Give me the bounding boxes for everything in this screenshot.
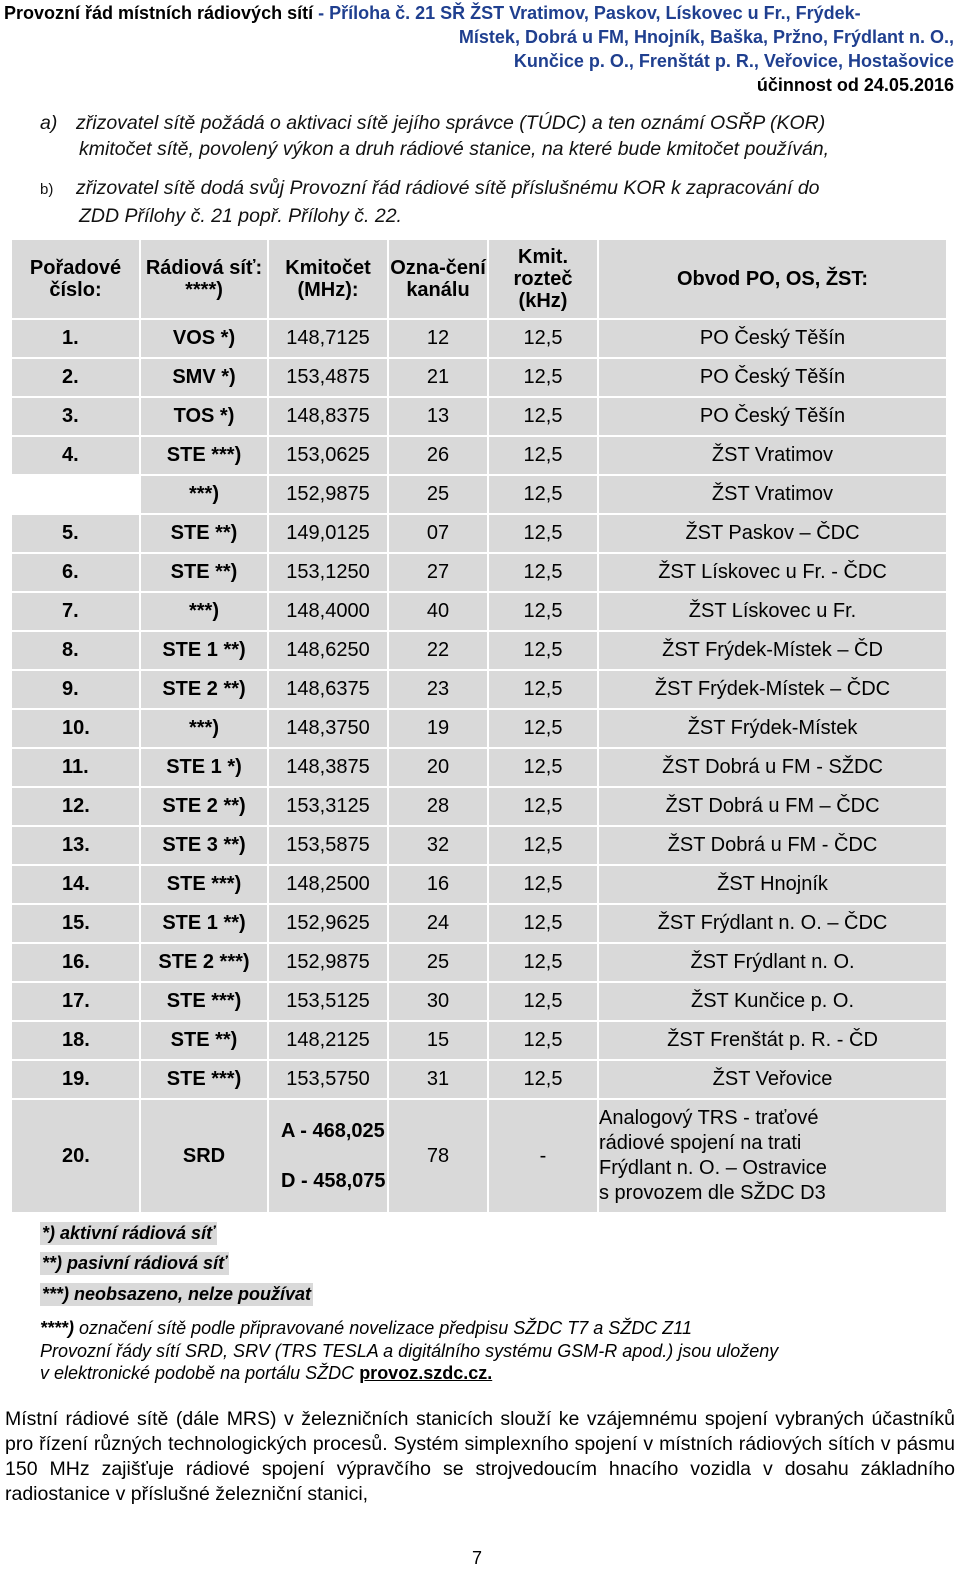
row-circuit: ŽST Lískovec u Fr. (598, 592, 946, 631)
row-number: 11. (12, 748, 140, 787)
header-order: Pořadové číslo: (12, 240, 140, 319)
table-body (12, 319, 946, 1213)
circuit-line-3: Frýdlant n. O. – Ostravice (599, 1157, 827, 1179)
row-circuit: ŽST Frýdek-Místek (598, 709, 946, 748)
row-number: 14. (12, 865, 140, 904)
row-frequency: 148,7125 (268, 319, 388, 358)
row-spacing: 12,5 (488, 358, 598, 397)
table-row (12, 670, 946, 709)
row-frequency: 148,6250 (268, 631, 388, 670)
row-spacing: 12,5 (488, 826, 598, 865)
paragraph-a-marker: a) (40, 112, 58, 134)
row-channel: 26 (388, 436, 488, 475)
row-channel: 07 (388, 514, 488, 553)
row-circuit: PO Český Těšín (598, 397, 946, 436)
header-circuit: Obvod PO, OS, ŽST: (598, 240, 946, 319)
row-channel: 23 (388, 670, 488, 709)
row-network: STE ***) (140, 1060, 268, 1099)
row-frequency: 153,0625 (268, 436, 388, 475)
header-subtitle: - Příloha č. 21 SŘ ŽST Vratimov, Paskov, Lískovec u Fr., Frýdek- (313, 3, 861, 23)
row-channel: 27 (388, 553, 488, 592)
row-spacing: 12,5 (488, 943, 598, 982)
row-network: STE ***) (140, 436, 268, 475)
row-circuit: ŽST Frenštát p. R. - ČD (598, 1021, 946, 1060)
table-row (12, 514, 946, 553)
row-number: 12. (12, 787, 140, 826)
row-spacing: 12,5 (488, 475, 598, 514)
row-frequency: 149,0125 (268, 514, 388, 553)
table-row (12, 943, 946, 982)
note-marker: ****) (40, 1318, 75, 1338)
row-spacing: 12,5 (488, 1021, 598, 1060)
paragraph-b-line-2: ZDD Přílohy č. 21 popř. Přílohy č. 22. (79, 205, 402, 227)
paragraph-a-line-2: kmitočet sítě, povolený výkon a druh rádiové stanice, na které bude kmitočet používán, (79, 138, 830, 160)
row-frequency (268, 1099, 388, 1213)
note-designation-text: označení sítě podle připravované novelizace předpisu SŽDC T7 a SŽDC Z11 (74, 1318, 692, 1338)
row-frequency: 153,4875 (268, 358, 388, 397)
row-circuit: ŽST Vratimov (598, 475, 946, 514)
row-network: TOS *) (140, 397, 268, 436)
row-circuit: ŽST Vratimov (598, 436, 946, 475)
header-line-1 (4, 2, 861, 24)
row-spacing: 12,5 (488, 1060, 598, 1099)
row-number: 15. (12, 904, 140, 943)
header-frequency: Kmitočet (MHz): (268, 240, 388, 319)
row-spacing: 12,5 (488, 319, 598, 358)
body-paragraph: Místní rádiové sítě (dále MRS) v železničních stanicích slouží ke vzájemnému spojení vybraných účastníků pro řízení různých technologických procesů. Systém simplexního spojení v místních rádiových sítích v pásmu 150 MHz zajišťuje rádiové spojení výpravčího se strojvedoucím hnacího vozidla v dosahu základního radiostanice v příslušné železniční stanici, (5, 1408, 955, 1505)
row-channel: 19 (388, 709, 488, 748)
row-frequency: 148,2125 (268, 1021, 388, 1060)
row-frequency: 148,3875 (268, 748, 388, 787)
row-spacing: 12,5 (488, 631, 598, 670)
note-srd-srv (40, 1340, 960, 1384)
row-number: 20. (12, 1099, 140, 1213)
paragraph-a-line-1: zřizovatel sítě požádá o aktivaci sítě jejího správce (TÚDC) a ten oznámí OSŘP (KOR) (76, 112, 826, 134)
row-channel: 20 (388, 748, 488, 787)
row-spacing: 12,5 (488, 904, 598, 943)
row-network: STE ***) (140, 865, 268, 904)
row-number: 2. (12, 358, 140, 397)
row-spacing: 12,5 (488, 592, 598, 631)
row-circuit: ŽST Veřovice (598, 1060, 946, 1099)
table-row (12, 787, 946, 826)
row-spacing: 12,5 (488, 514, 598, 553)
row-spacing: 12,5 (488, 553, 598, 592)
row-frequency: 148,6375 (268, 670, 388, 709)
row-frequency: 152,9875 (268, 475, 388, 514)
circuit-line-4: s provozem dle SŽDC D3 (599, 1182, 826, 1204)
row-circuit: ŽST Paskov – ČDC (598, 514, 946, 553)
row-channel: 31 (388, 1060, 488, 1099)
paragraph-b (40, 175, 955, 229)
table-header-row (12, 240, 946, 319)
row-circuit: PO Český Těšín (598, 319, 946, 358)
row-spacing: - (488, 1099, 598, 1213)
table-row (12, 397, 946, 436)
table-row (12, 865, 946, 904)
row-number: 5. (12, 514, 140, 553)
row-number: 4. (12, 436, 140, 475)
row-frequency: 153,1250 (268, 553, 388, 592)
row-spacing: 12,5 (488, 709, 598, 748)
header-spacing: Kmit. rozteč (kHz) (488, 240, 598, 319)
row-frequency: 148,4000 (268, 592, 388, 631)
row-circuit: ŽST Lískovec u Fr. - ČDC (598, 553, 946, 592)
frequency-a: A - 468,025 (281, 1120, 385, 1142)
row-frequency: 153,3125 (268, 787, 388, 826)
row-number: 9. (12, 670, 140, 709)
row-number: 16. (12, 943, 140, 982)
paragraph-b-marker: b) (40, 181, 54, 198)
legend-unused: ***) neobsazeno, nelze používat (42, 1284, 312, 1304)
row-network: STE **) (140, 1021, 268, 1060)
row-network: STE **) (140, 553, 268, 592)
row-network: STE 1 **) (140, 631, 268, 670)
row-circuit: ŽST Dobrá u FM - ČDC (598, 826, 946, 865)
row-frequency: 153,5125 (268, 982, 388, 1021)
row-circuit: ŽST Frýdlant n. O. – ČDC (598, 904, 946, 943)
row-channel: 16 (388, 865, 488, 904)
page-header (0, 0, 960, 96)
table-row (12, 631, 946, 670)
row-network: SMV *) (140, 358, 268, 397)
row-number: 17. (12, 982, 140, 1021)
row-spacing: 12,5 (488, 865, 598, 904)
row-spacing: 12,5 (488, 397, 598, 436)
row-network: STE ***) (140, 982, 268, 1021)
row-circuit: ŽST Frýdlant n. O. (598, 943, 946, 982)
row-channel: 12 (388, 319, 488, 358)
row-number (12, 475, 140, 514)
note-network-designation (40, 1317, 960, 1339)
table-row (12, 904, 946, 943)
row-frequency: 148,3750 (268, 709, 388, 748)
row-frequency: 148,8375 (268, 397, 388, 436)
row-spacing: 12,5 (488, 670, 598, 709)
table-row (12, 475, 946, 514)
row-network: ***) (140, 592, 268, 631)
row-channel: 21 (388, 358, 488, 397)
row-number: 10. (12, 709, 140, 748)
row-number: 7. (12, 592, 140, 631)
table-row (12, 982, 946, 1021)
row-channel: 25 (388, 475, 488, 514)
row-network: ***) (140, 475, 268, 514)
paragraph-b-line-1: zřizovatel sítě dodá svůj Provozní řád rádiové sítě příslušnému KOR k zapracování do (76, 177, 820, 199)
row-circuit: PO Český Těšín (598, 358, 946, 397)
page-number: 7 (472, 1548, 483, 1568)
row-spacing: 12,5 (488, 748, 598, 787)
row-network: STE 2 **) (140, 670, 268, 709)
table-row (12, 592, 946, 631)
row-circuit (598, 1099, 946, 1213)
row-number: 8. (12, 631, 140, 670)
row-channel: 15 (388, 1021, 488, 1060)
table-row-srd (12, 1099, 946, 1213)
header-network: Rádiová síť: ****) (140, 240, 268, 319)
table-row (12, 709, 946, 748)
row-spacing: 12,5 (488, 787, 598, 826)
row-circuit: ŽST Dobrá u FM – ČDC (598, 787, 946, 826)
row-network: STE 2 **) (140, 787, 268, 826)
table-row (12, 553, 946, 592)
row-channel: 24 (388, 904, 488, 943)
row-number: 6. (12, 553, 140, 592)
row-channel: 25 (388, 943, 488, 982)
header-line-2: Místek, Dobrá u FM, Hnojník, Baška, Pržno, Frýdlant n. O., (458, 27, 954, 47)
table-row (12, 1021, 946, 1060)
row-number: 13. (12, 826, 140, 865)
header-line-3: Kunčice p. O., Frenštát p. R., Veřovice, Hostašovice (513, 51, 954, 71)
row-frequency: 153,5875 (268, 826, 388, 865)
circuit-line-2: rádiové spojení na trati (599, 1132, 802, 1154)
row-network: STE 2 ***) (140, 943, 268, 982)
header-title: Provozní řád místních rádiových sítí (4, 3, 314, 23)
row-network: STE 1 **) (140, 904, 268, 943)
legend-active: *) aktivní rádiová síť (42, 1223, 215, 1243)
header-effective-date: účinnost od 24.05.2016 (756, 75, 954, 95)
row-circuit: ŽST Frýdek-Místek – ČD (598, 631, 946, 670)
table-row (12, 319, 946, 358)
row-frequency: 152,9875 (268, 943, 388, 982)
row-frequency: 153,5750 (268, 1060, 388, 1099)
row-network: VOS *) (140, 319, 268, 358)
row-network: STE 3 **) (140, 826, 268, 865)
header-channel: Ozna-čení kanálu (388, 240, 488, 319)
row-number: 18. (12, 1021, 140, 1060)
row-number: 1. (12, 319, 140, 358)
portal-link[interactable]: provoz.szdc.cz. (359, 1363, 493, 1383)
table-row (12, 1060, 946, 1099)
table-row (12, 826, 946, 865)
paragraph-a (40, 110, 955, 162)
note-srd-line-2: v elektronické podobě na portálu SŽDC (40, 1363, 360, 1383)
note-srd-line-1: Provozní řády sítí SRD, SRV (TRS TESLA a digitálního systému GSM-R apod.) jsou uloženy (40, 1341, 779, 1361)
radio-network-table (12, 240, 946, 1214)
row-channel: 13 (388, 397, 488, 436)
row-channel: 30 (388, 982, 488, 1021)
row-channel: 32 (388, 826, 488, 865)
row-circuit: ŽST Frýdek-Místek – ČDC (598, 670, 946, 709)
row-channel: 22 (388, 631, 488, 670)
row-network: SRD (140, 1099, 268, 1213)
frequency-d: D - 458,075 (281, 1170, 386, 1192)
row-network: STE 1 *) (140, 748, 268, 787)
row-channel: 40 (388, 592, 488, 631)
row-number: 3. (12, 397, 140, 436)
row-channel: 28 (388, 787, 488, 826)
row-circuit: ŽST Hnojník (598, 865, 946, 904)
row-channel: 78 (388, 1099, 488, 1213)
row-spacing: 12,5 (488, 982, 598, 1021)
table-row (12, 748, 946, 787)
legend-passive: **) pasivní rádiová síť (42, 1253, 227, 1273)
table-row (12, 358, 946, 397)
row-circuit: ŽST Kunčice p. O. (598, 982, 946, 1021)
row-circuit: ŽST Dobrá u FM - SŽDC (598, 748, 946, 787)
row-network: STE **) (140, 514, 268, 553)
row-frequency: 148,2500 (268, 865, 388, 904)
circuit-line-1: Analogový TRS - traťové (599, 1107, 819, 1129)
row-spacing: 12,5 (488, 436, 598, 475)
table-row (12, 436, 946, 475)
row-number: 19. (12, 1060, 140, 1099)
row-frequency: 152,9625 (268, 904, 388, 943)
row-network: ***) (140, 709, 268, 748)
